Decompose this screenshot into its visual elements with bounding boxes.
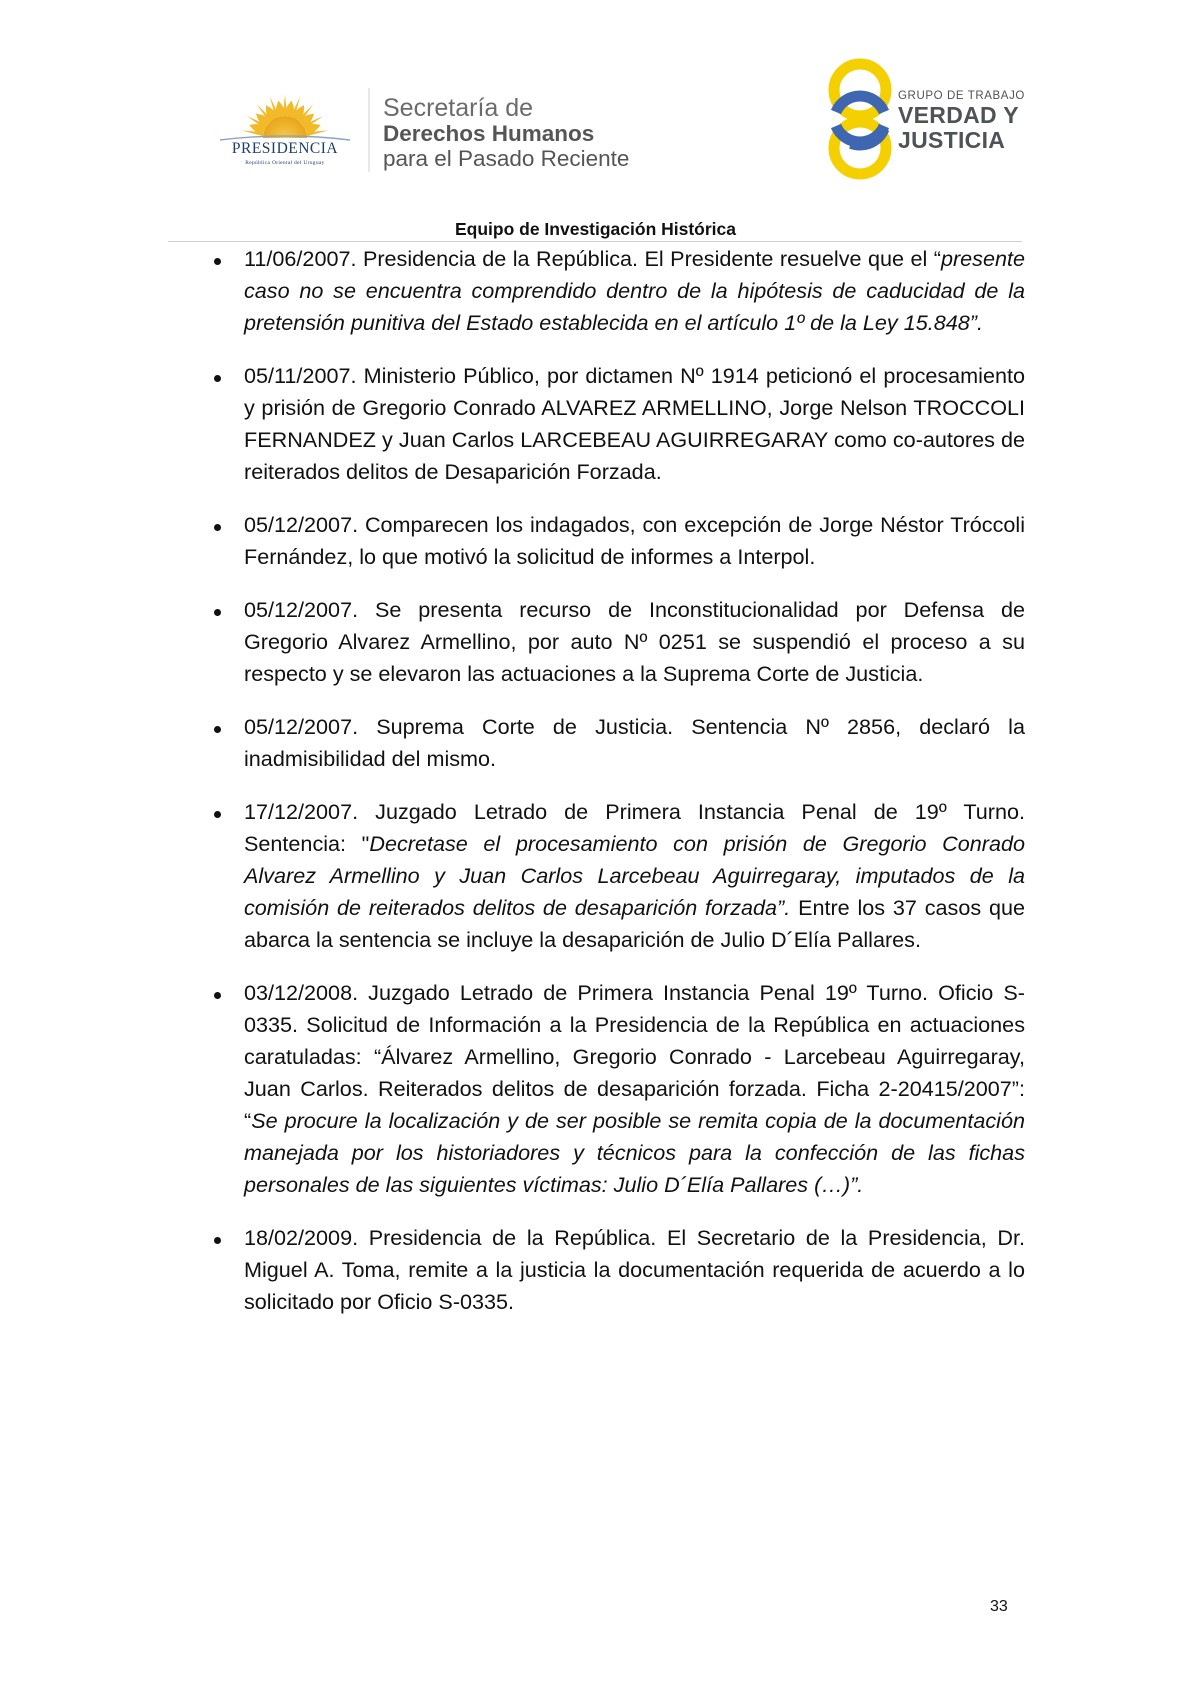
presidencia-name: PRESIDENCIA bbox=[231, 140, 339, 157]
list-item bbox=[205, 711, 1025, 775]
vj-line1: GRUPO DE TRABAJO bbox=[898, 90, 1025, 102]
bullet-icon bbox=[214, 524, 221, 531]
bullet-icon bbox=[214, 609, 221, 616]
item-text-segment: 17/12/2007. Juzgado Letrado de Primera Instancia Penal de 19º Turno. Sentencia: " bbox=[244, 799, 1025, 856]
quoted-text: presente caso no se encuentra comprendido dentro de la hipótesis de caducidad de la pretensión punitiva del Estado establecida en el artículo 1º de la Ley 15.848”. bbox=[244, 246, 1025, 335]
sun-icon bbox=[210, 86, 360, 142]
list-item-text bbox=[244, 360, 1025, 488]
verdad-justicia-text bbox=[898, 90, 1025, 152]
team-title: Equipo de Investigación Histórica bbox=[454, 219, 737, 239]
header-rule bbox=[168, 241, 1022, 242]
bullet-icon bbox=[214, 258, 221, 265]
item-text-segment: 18/02/2009. Presidencia de la República. El Secretario de la Presidencia, Dr. Miguel A. Toma, remite a la justicia la documentación requerida de acuerdo a lo solicitado por Oficio S-0335. bbox=[244, 1225, 1025, 1314]
vj-line3: JUSTICIA bbox=[898, 127, 1006, 153]
secretaria-logo-text bbox=[383, 96, 629, 171]
quoted-text: Decretase el procesamiento con prisión de Gregorio Conrado Alvarez Armellino y Juan Carlos Larcebeau Aguirregaray, imputados de la comisión de reiterados delitos de desaparición forzada”. bbox=[244, 831, 1025, 920]
bullet-icon bbox=[214, 811, 221, 818]
chronology-list bbox=[205, 243, 1025, 1339]
item-text-segment: 11/06/2007. Presidencia de la República. El Presidente resuelve que el “ bbox=[244, 246, 941, 271]
secretaria-line2: Derechos Humanos bbox=[383, 121, 595, 146]
list-item bbox=[205, 360, 1025, 488]
secretaria-line3: para el Pasado Reciente bbox=[383, 146, 630, 171]
list-item-text bbox=[244, 594, 1025, 690]
item-text-segment: 05/11/2007. Ministerio Público, por dictamen Nº 1914 peticionó el procesamiento y prisión de Gregorio Conrado ALVAREZ ARMELLINO, Jorge Nelson TROCCOLI FERNANDEZ y Juan Carlos LARCEBEAU AGUIRREGARAY como co-autores de reiterados delitos de Desaparición Forzada. bbox=[244, 363, 1025, 484]
list-item-text bbox=[244, 1222, 1025, 1318]
vj-line2: VERDAD Y bbox=[898, 102, 1019, 128]
list-item-text bbox=[244, 977, 1025, 1201]
secretaria-line1: Secretaría de bbox=[383, 94, 534, 122]
list-item bbox=[205, 1222, 1025, 1318]
presidencia-subtitle: República Oriental del Uruguay bbox=[245, 160, 325, 166]
page-number: 33 bbox=[990, 1598, 1008, 1615]
list-item-text bbox=[244, 509, 1025, 573]
list-item bbox=[205, 243, 1025, 339]
bullet-icon bbox=[214, 1237, 221, 1244]
bullet-icon bbox=[214, 726, 221, 733]
page-header bbox=[0, 0, 1191, 240]
list-item bbox=[205, 509, 1025, 573]
list-item-text bbox=[244, 711, 1025, 775]
list-item bbox=[205, 796, 1025, 956]
presidencia-logo bbox=[210, 86, 360, 170]
item-text-segment: 05/12/2007. Se presenta recurso de Inconstitucionalidad por Defensa de Gregorio Alvarez Armellino, por auto Nº 0251 se suspendió el proceso a su respecto y se elevaron las actuaciones a la Suprema Corte de Justicia. bbox=[244, 597, 1025, 686]
item-text-segment: 05/12/2007. Comparecen los indagados, con excepción de Jorge Néstor Tróccoli Fernández, lo que motivó la solicitud de informes a Interpol. bbox=[244, 512, 1025, 569]
item-text-segment: 03/12/2008. Juzgado Letrado de Primera Instancia Penal 19º Turno. Oficio S-0335. Solicitud de Información a la Presidencia de la República en actuaciones caratuladas: “Álvarez Armellino, Gregorio Conrado - Larcebeau Aguirregaray, Juan Carlos. Reiterados delitos de desaparición forzada. Ficha 2-20415/2007”: “ bbox=[244, 980, 1025, 1133]
item-text-segment: Entre los 37 casos que abarca la sentencia se incluye la desaparición de Julio D´Elía Pallares. bbox=[244, 895, 1026, 952]
list-item-text bbox=[244, 796, 1025, 956]
list-item-text bbox=[244, 243, 1025, 339]
logo-divider bbox=[368, 88, 370, 172]
list-item bbox=[205, 977, 1025, 1201]
bullet-icon bbox=[214, 375, 221, 382]
bullet-icon bbox=[214, 992, 221, 999]
list-item bbox=[205, 594, 1025, 690]
item-text-segment: 05/12/2007. Suprema Corte de Justicia. Sentencia Nº 2856, declaró la inadmisibilidad del mismo. bbox=[244, 714, 1025, 771]
quoted-text: Se procure la localización y de ser posible se remita copia de la documentación manejada por los historiadores y técnicos para la confección de las fichas personales de las siguientes víctimas: Julio D´Elía Pallares (…)”. bbox=[244, 1108, 1025, 1197]
